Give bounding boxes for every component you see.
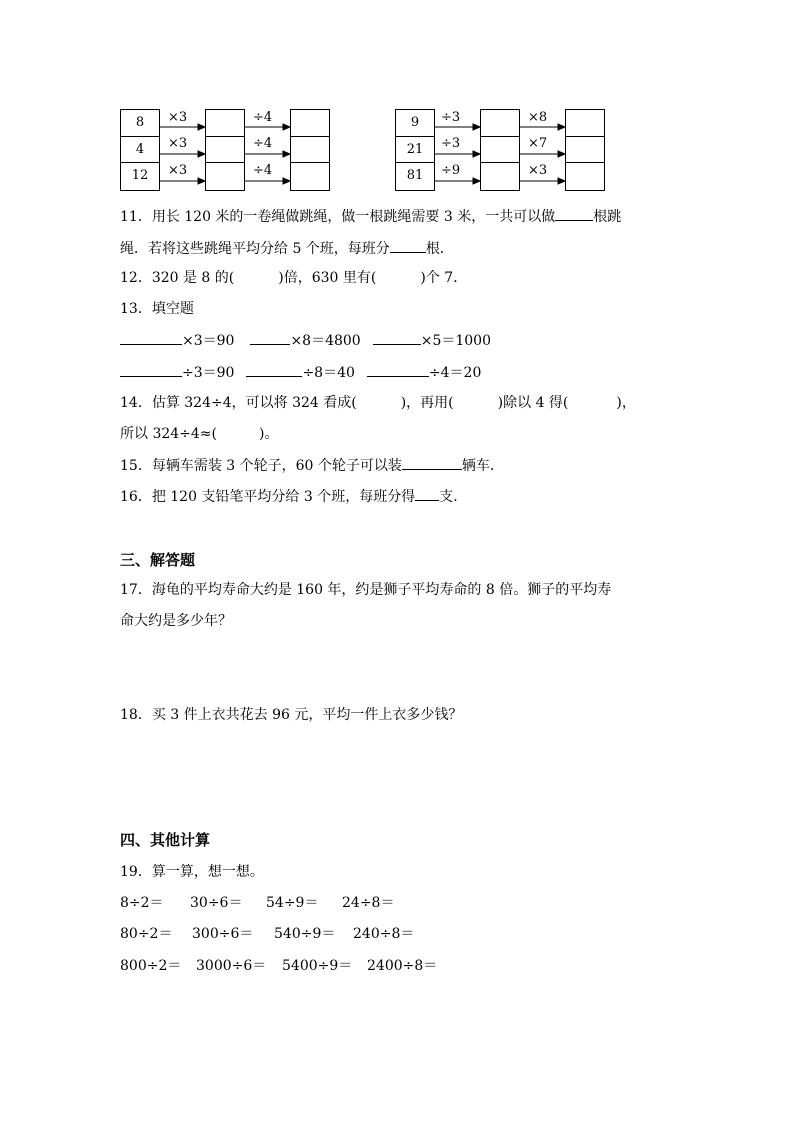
start-cell: 21 [396,137,434,164]
question-18: 18．买 3 件上衣共花去 96 元，平均一件上衣多少钱？ [120,707,463,723]
operator-label: ×3 [168,110,188,125]
operator-label: ÷4 [253,163,273,178]
question-13-title: 13．填空题 [120,301,194,317]
question-11-line-2: 绳．若将这些跳绳平均分给 5 个班，每班分 根． [120,238,454,259]
operator-label: ÷9 [441,163,461,178]
operator-label: ×3 [168,163,188,178]
operator-label: ÷4 [253,110,273,125]
answer-blank[interactable] [402,455,462,470]
answer-blank[interactable] [415,486,439,501]
section-heading: 四、其他计算 [120,831,211,849]
question-14-line-2: 所以 324÷4≈( )。 [120,426,279,442]
operator-label: ×3 [168,136,188,151]
question-11-line-1: 11．用长 120 米的一卷绳做跳绳，做一根跳绳需要 3 米，一共可以做 根跳 [120,206,621,227]
answer-blank[interactable] [373,330,421,345]
flow-diagram-right [395,109,635,191]
calc-item: 300÷6＝ [192,926,254,942]
calc-item: 8÷2＝ [120,895,164,911]
calc-item: 800÷2＝ [120,958,182,974]
operator-label: ×8 [528,110,548,125]
question-13-row-2: ÷3＝90 ÷8＝40 ÷4＝20 [120,362,481,383]
operator-label: ×3 [528,163,548,178]
calc-item: 2400÷8＝ [367,958,438,974]
flow-diagram-left [120,109,360,191]
answer-blank[interactable] [555,206,593,221]
calc-item: 540÷9＝ [274,926,336,942]
question-17-line-1: 17．海龟的平均寿命大约是 160 年，约是狮子平均寿命的 8 倍。狮子的平均寿 [120,582,612,598]
section-heading: 三、解答题 [120,551,196,569]
answer-blank[interactable] [250,330,290,345]
answer-blank[interactable] [120,330,182,345]
question-16: 16．把 120 支铅笔平均分给 3 个班，每班分得 支． [120,486,467,507]
question-19-title: 19．算一算，想一想。 [120,864,264,880]
operator-label: ÷3 [441,136,461,151]
operator-label: ×7 [528,136,548,151]
question-17-line-2: 命大约是多少年？ [120,613,232,629]
start-cell: 4 [121,137,159,164]
calc-item: 54÷9＝ [266,895,319,911]
start-cell: 12 [131,168,149,184]
question-12: 12．320 是 8 的( )倍，630 里有( )个 7． [120,270,468,286]
calc-item: 240÷8＝ [353,926,415,942]
operator-label: ÷3 [441,110,461,125]
calc-item: 3000÷6＝ [196,958,267,974]
calc-item: 30÷6＝ [190,895,243,911]
question-13-row-1: ×3＝90 ×8＝4800 ×5＝1000 [120,330,491,351]
answer-blank[interactable] [120,362,182,377]
answer-blank[interactable] [367,362,429,377]
calc-item: 5400÷9＝ [282,958,353,974]
operator-label: ÷4 [253,136,273,151]
start-cell: 8 [121,110,159,137]
question-14-line-1: 14．估算 324÷4，可以将 324 看成( )，再用( )除以 4 得( )， [120,395,636,411]
arrow-set [120,109,360,191]
answer-blank[interactable] [246,362,302,377]
answer-blank[interactable] [390,238,426,253]
arrow-set [395,109,635,191]
start-cell: 81 [406,168,424,184]
calc-item: 24÷8＝ [342,895,395,911]
start-cell: 9 [396,110,434,137]
calc-item: 80÷2＝ [120,926,173,942]
question-15: 15．每辆车需装 3 个轮子，60 个轮子可以装 辆车． [120,455,504,476]
